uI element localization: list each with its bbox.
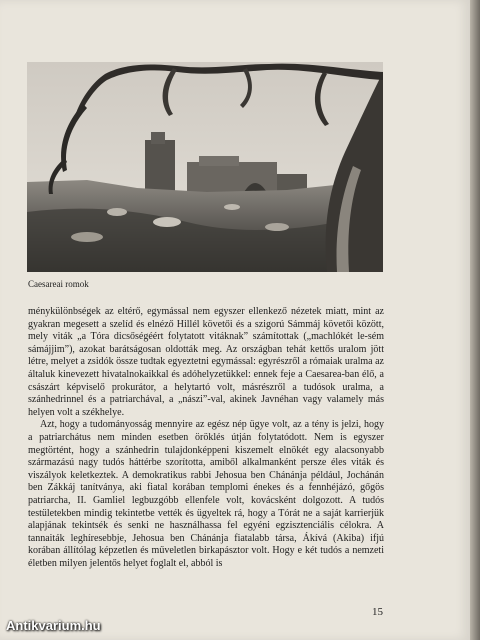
page-edge [470,0,480,640]
page-number: 15 [372,606,383,618]
watermark-logo: Antikvarium.hu [6,618,101,633]
ruins-photo-illustration [27,62,383,272]
body-text [28,306,384,570]
ruins-photograph [27,62,383,272]
photo-caption: Caesareai romok [28,279,89,289]
paragraph: ménykülönbségek az eltérő, egymással nem egyszer ellenkező nézetek miatt, mint az gyakran megesett a szelíd és elnéző Hillél követői és a szigorú Sámmáj követői között, mely viták „a Tóra dicsőségéért folytatott vitáknak” számítottak („machlókét le-sém sámájjim”), azokat barátságosan oldották meg. Az országban tehát kettős uralom jött létre, melyet a zsidók össze tudtak egyeztetni egymással: egyrészről a rómaiak uralma az általuk kinevezett hivatalnokaikkal és adóhelyzetükkel: ennek feje a Caesarea-ban élő, a császárt képviselő prokurátor, a helytartó volt, másrészről a tudósok uralma, a szánhedrinnel és a patriarchával, a „nászi”-val, akinek Javnéhan vagy valamely más helyen volt a székhelye. [28,306,384,418]
paragraph: Azt, hogy a tudományosság mennyire az egész nép ügye volt, az a tény is jelzi, hogy a patriarchátus nem minden esetben öröklés útján folytatódott. Nem is egyszer megtörtént, hogy a szánhedrin tulajdonképpeni kiszemelt elnökét egy alacsonyabb származású nagy tudós háttérbe szorította, amiből alkalmanként persze éles viták és viszályok keletkeztek. A demokratikus rabbi Jehosua ben Chánánja például, Jochánán ben Zákkáj tanítványa, aki fiatal korában templomi énekes és a fennhéjázó, gőgös patriarcha, II. Gamliel legbuzgóbb ellenfele volt, kovácsként dolgozott. A tudós testületekben mindig tekintetbe vették és ügyeltek rá, hogy a Tórát ne a saját karrierjük alapjának tekintsék és senki ne használhassa fel egyéni egzisztenciális célokra. A tannaiták leghíresebbje, Jehosua ben Chánánja fiatalabb társa, Ákívá (Akiba) ifjú korában állítólag képzetlen és műveletlen birkapásztor volt. Hogy e két tudós a nemzeti életben milyen jelentős helyet foglalt el, abból is [28,419,384,569]
